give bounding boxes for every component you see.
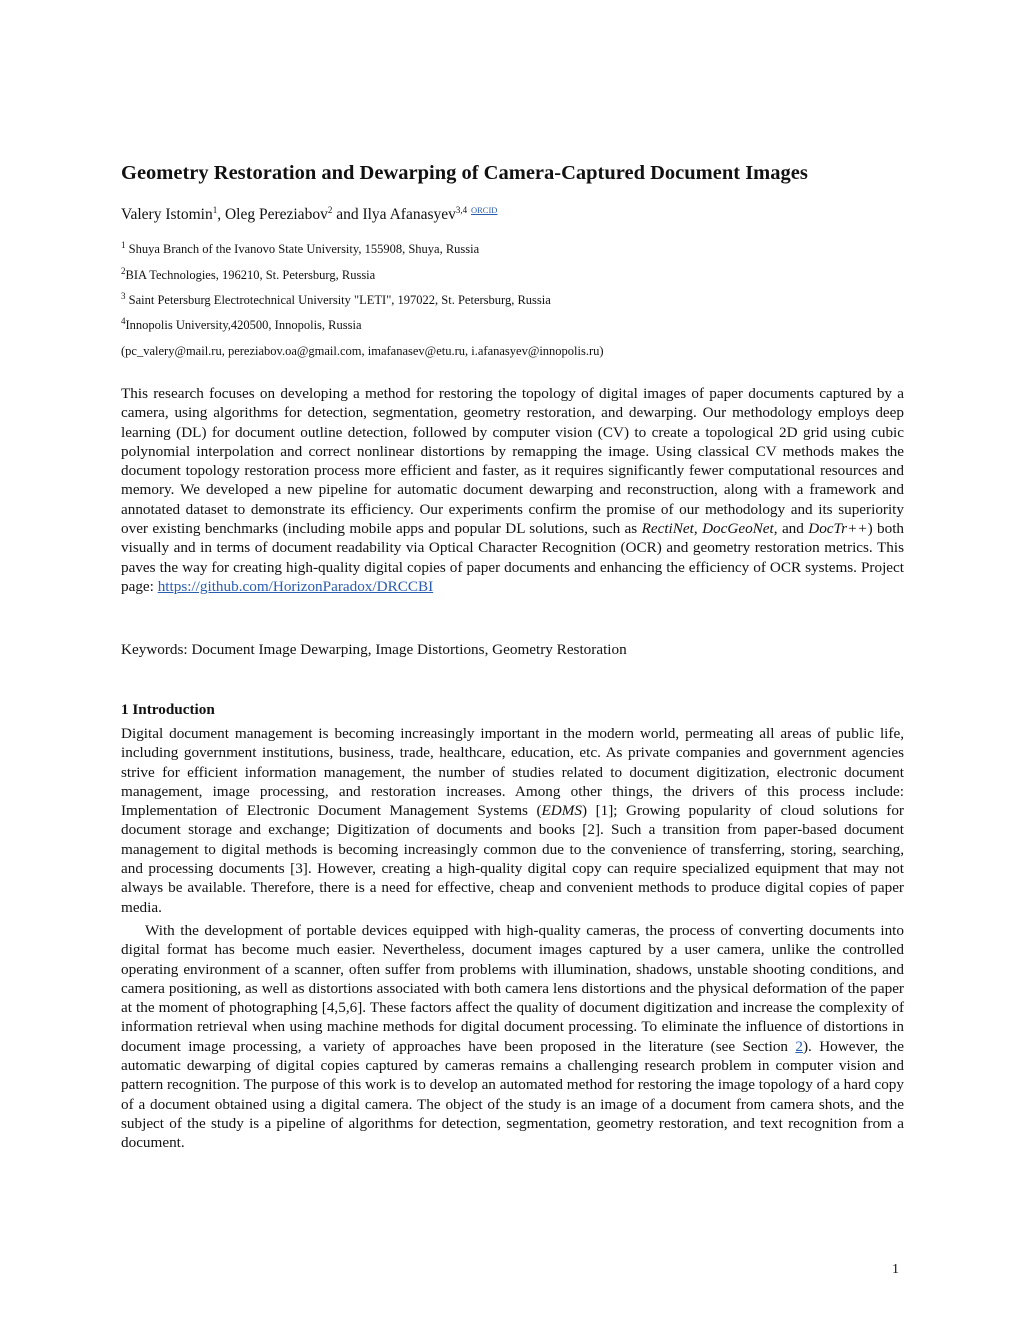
author-istomin: Valery Istomin xyxy=(121,206,213,223)
paper-title: Geometry Restoration and Dewarping of Camera-Captured Document Images xyxy=(121,162,808,184)
keywords: Keywords: Document Image Dewarping, Image Distortions, Geometry Restoration xyxy=(121,641,627,658)
method-name: RectiNet xyxy=(641,520,694,538)
affiliation-sup: 4 xyxy=(121,315,126,326)
affiliation-4 xyxy=(121,317,362,333)
section-2-link[interactable]: 2 xyxy=(795,1037,803,1055)
abstract-text: This research focuses on developing a method for restoring the topology of digital images of paper documents captured by a camera, using algorithms for detection, segmentation, geometry restoration, and dewarping. Our methodology employs deep learning (DL) for document outline detection, followed by computer vision (CV) to create a topological 2D grid using cubic polynomial interpolation and correct nonlinear distortions by remapping the image. Using classical CV methods makes the document topology restoration process more efficient and faster, as it requires significantly fewer computational resources and memory. We developed a new pipeline for automatic document dewarping and reconstruction, along with a framework and annotated dataset to demonstrate its efficiency. Our experiments confirm the promise of our methodology and its superiority over existing benchmarks (including mobile apps and popular DL solutions, such as xyxy=(121,385,904,538)
page-number: 1 xyxy=(892,1262,899,1277)
author-afanasyev: Ilya Afanasyev xyxy=(362,206,456,223)
method-name: DocGeoNet xyxy=(702,520,774,538)
abstract-text: ) both visually and in terms of document readability via Optical Character Recognition (OCR) and geometry restoration metrics. This paves the way for creating high-quality digital copies of paper documents and enhancing the efficiency of OCR systems. Project page: xyxy=(121,520,905,595)
affiliation-text: Saint Petersburg Electrotechnical University "LETI", 197022, St. Petersburg, Russia xyxy=(125,293,551,307)
project-page-link[interactable]: https://github.com/HorizonParadox/DRCCBI xyxy=(157,577,434,595)
author-separator: , xyxy=(217,206,225,223)
author-sup: 3,4 xyxy=(455,204,468,215)
affiliation-sup: 2 xyxy=(121,265,126,276)
author-line xyxy=(121,205,497,225)
affiliation-1 xyxy=(121,241,479,257)
author-pereziabov: Oleg Pereziabov xyxy=(224,206,328,223)
paragraph-text: ) [1]; Growing popularity of cloud solutions for document storage and exchange; Digitization of documents and books [2]. Such a transition from paper-based document management to digital methods is becoming increasingly common due to the convenience of transferring, storing, searching, and processing documents [3]. However, creating a high-quality digital copy can require specialized equipment that may not always be available. Therefore, there is a need for effective, cheap and convenient methods to produce digital copies of paper media. xyxy=(121,802,904,916)
affiliation-sup: 3 xyxy=(121,290,126,301)
abstract-text: , xyxy=(693,520,703,538)
intro-paragraph-1 xyxy=(121,724,904,917)
intro-paragraph-2 xyxy=(121,921,904,1153)
abstract xyxy=(121,384,904,596)
affiliation-text: Shuya Branch of the Ivanovo State University, 155908, Shuya, Russia xyxy=(125,242,480,256)
author-sup: 1 xyxy=(212,204,218,215)
term-edms: EDMS xyxy=(541,802,583,820)
paragraph-text: Digital document management is becoming increasingly important in the modern world, permeating all areas of public life, including government institutions, business, trade, healthcare, education, etc. As private companies and government agencies strive for efficient information management, the number of studies related to document digitization, electronic document management, image processing, and restoration increases. Among other things, the drivers of this process include: Implementation of Electronic Document Management Systems ( xyxy=(121,725,904,820)
affiliation-text: Innopolis University,420500, Innopolis, Russia xyxy=(125,318,362,332)
author-sup: 2 xyxy=(327,204,333,215)
affiliation-sup: 1 xyxy=(121,239,126,250)
paragraph-text: ). However, the automatic dewarping of digital copies captured by cameras remains a challenging research problem in computer vision and pattern recognition. The purpose of this work is to develop an automated method for restoring the image topology of a hard copy of a document obtained using a digital camera. The object of the study is an image of a document from camera shots, and the subject of the study is a pipeline of algorithms for detection, segmentation, geometry restoration, and text recognition from a document. xyxy=(121,1037,904,1152)
orcid-link[interactable]: ORCID xyxy=(471,204,498,215)
email-line: (pc_valery@mail.ru, pereziabov.oa@gmail.com, imafanasev@etu.ru, i.afanasyev@innopolis.ru) xyxy=(121,344,604,358)
affiliation-2 xyxy=(121,267,375,283)
author-separator: and xyxy=(332,206,363,223)
affiliation-text: BIA Technologies, 196210, St. Petersburg, Russia xyxy=(125,268,376,282)
abstract-text: , and xyxy=(773,520,809,538)
method-name: DocTr++ xyxy=(808,520,868,538)
affiliation-3 xyxy=(121,292,551,308)
paragraph-text: With the development of portable devices equipped with high-quality cameras, the process of converting documents into digital format has become much easier. Nevertheless, document images captured by a user camera, unlike the controlled operating environment of a scanner, often suffer from problems with illumination, shadows, unstable shooting conditions, and camera positioning, as well as distortions associated with both camera lens distortions and the physical deformation of the paper at the moment of photographing [4,5,6]. These factors affect the quality of document digitization and increase the complexity of information retrieval when using machine methods for digital document processing. To eliminate the influence of distortions in document image processing, a variety of approaches have been proposed in the literature (see Section xyxy=(121,922,904,1055)
section-heading-introduction: 1 Introduction xyxy=(121,701,215,718)
